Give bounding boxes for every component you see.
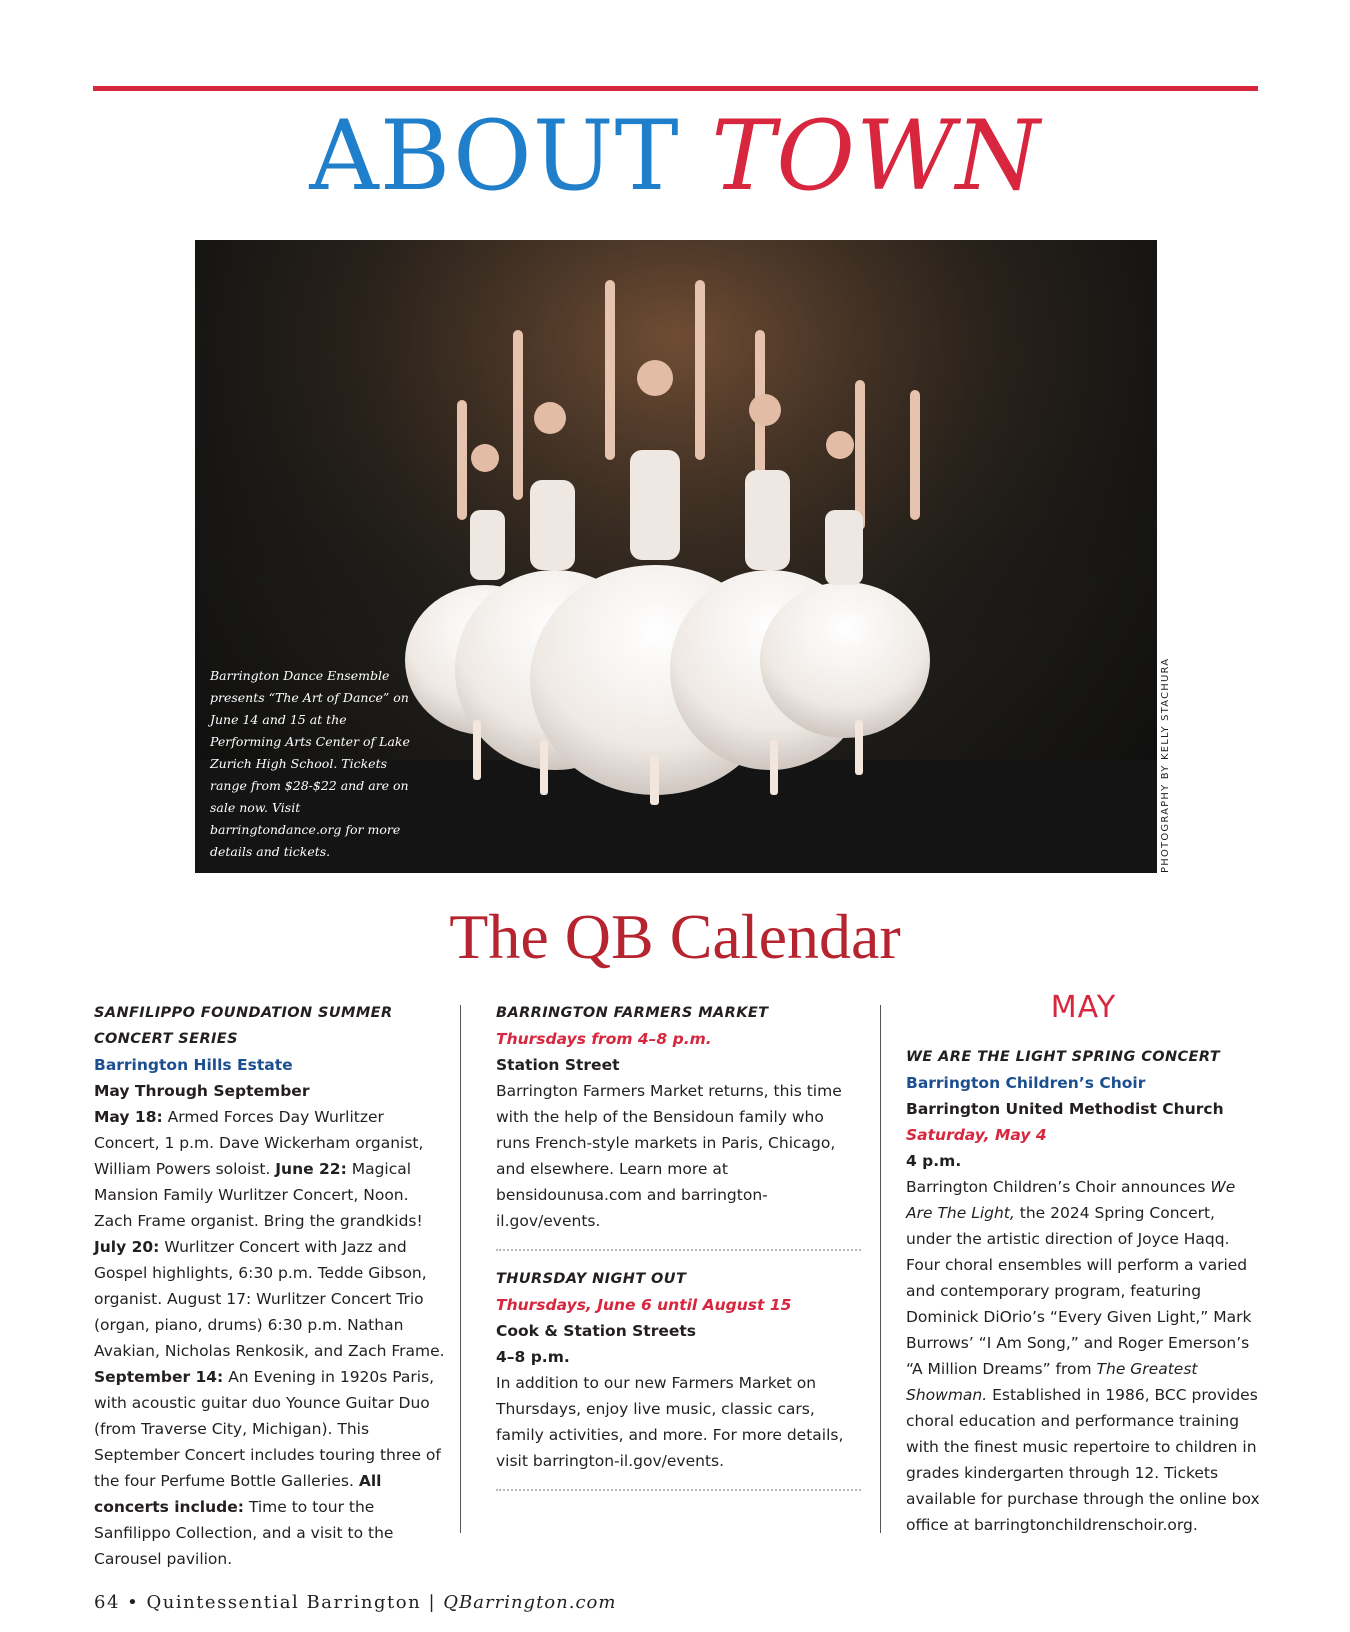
footer-bar: | bbox=[428, 1592, 437, 1613]
event-time: 4–8 p.m. bbox=[496, 1348, 570, 1366]
event-title: THURSDAY NIGHT OUT bbox=[496, 1271, 687, 1287]
body-text: Wurlitzer Concert with Jazz and Gospel highlights, 6:30 p.m. Tedde Gibson, organist. August 17: Wurlitzer Concert Trio (organ, piano, drums) 6:30 p.m. Nathan Avakian, Nicholas Renkosik, and Zach Frame. bbox=[94, 1238, 445, 1360]
column-thursday-events bbox=[496, 1000, 861, 1506]
dotted-divider bbox=[496, 1249, 861, 1251]
magazine-name: Quintessential Barrington bbox=[146, 1592, 422, 1613]
event-date: Saturday, May 4 bbox=[906, 1126, 1047, 1144]
event-when: Thursdays from 4–8 p.m. bbox=[496, 1030, 712, 1048]
masthead-about: ABOUT bbox=[309, 100, 680, 212]
body-text: Barrington Children’s Choir announces bbox=[906, 1178, 1211, 1196]
dotted-divider bbox=[496, 1489, 861, 1491]
column-may bbox=[906, 990, 1261, 1538]
body-italic: The Greatest Showman. bbox=[906, 1360, 1198, 1404]
masthead-town: TOWN bbox=[711, 100, 1041, 212]
footer-bullet: • bbox=[127, 1592, 140, 1613]
ballet-photo bbox=[195, 240, 1157, 873]
body-italic: We Are The Light, bbox=[906, 1178, 1236, 1222]
event-body bbox=[94, 1104, 449, 1572]
event-body: In addition to our new Farmers Market on Thursdays, enjoy live music, classic cars, family activities, and more. For more details, visit barrington-il.gov/events. bbox=[496, 1374, 844, 1470]
event-body: Barrington Farmers Market returns, this time with the help of the Bensidoun family who runs French-style markets in Paris, Chicago, and elsewhere. Learn more at bensidounusa.com and barrington-il.gov/events. bbox=[496, 1082, 842, 1230]
column-sanfilippo bbox=[94, 1000, 449, 1572]
body-text: Magical Mansion Family Wurlitzer Concert, Noon. Zach Frame organist. Bring the grandkids! bbox=[94, 1160, 423, 1230]
event-title: WE ARE THE LIGHT SPRING CONCERT bbox=[906, 1049, 1221, 1065]
page-number: 64 bbox=[94, 1592, 120, 1613]
month-heading: MAY bbox=[1050, 990, 1117, 1025]
section-title: The QB Calendar bbox=[449, 901, 901, 972]
body-text: the 2024 Spring Concert, under the artistic direction of Joyce Haqq. Four choral ensembles will perform a varied and contemporary program, featuring Dominick DiOrio’s “Every Given Light,” Mark Burrows’ “I Am Song,” and Roger Emerson’s “A Million Dreams” from bbox=[906, 1204, 1252, 1378]
event-venue: Barrington Children’s Choir bbox=[906, 1074, 1146, 1092]
body-text: Established in 1986, BCC provides choral education and performance training with the finest music repertoire to children in grades kindergarten through 12. Tickets available for purchase through the online box office at barringtonchildrenschoir.org. bbox=[906, 1386, 1260, 1534]
top-rule bbox=[93, 86, 1258, 91]
event-where: Station Street bbox=[496, 1056, 620, 1074]
body-text: Time to tour the Sanfilippo Collection, and a visit to the Carousel pavilion. bbox=[94, 1498, 394, 1568]
event-title: SANFILIPPO FOUNDATION SUMMER CONCERT SERIES bbox=[94, 1005, 393, 1047]
event-title: BARRINGTON FARMERS MARKET bbox=[496, 1005, 769, 1021]
event-dates: May Through September bbox=[94, 1082, 310, 1100]
date-label: September 14: bbox=[94, 1368, 224, 1386]
column-divider bbox=[880, 1005, 881, 1533]
body-text: An Evening in 1920s Paris, with acoustic guitar duo Younce Guitar Duo (from Traverse City, Michigan). This September Concert includes touring three of the four Perfume Bottle Galleries. bbox=[94, 1368, 441, 1490]
event-when: Thursdays, June 6 until August 15 bbox=[496, 1296, 792, 1314]
page-footer bbox=[94, 1592, 616, 1613]
photo-credit: PHOTOGRAPHY BY KELLY STACHURA bbox=[1160, 657, 1171, 873]
event-body bbox=[906, 1174, 1261, 1538]
event-venue: Barrington Hills Estate bbox=[94, 1056, 293, 1074]
event-place: Barrington United Methodist Church bbox=[906, 1100, 1224, 1118]
event-where: Cook & Station Streets bbox=[496, 1322, 697, 1340]
event-time: 4 p.m. bbox=[906, 1152, 962, 1170]
column-divider bbox=[460, 1005, 461, 1533]
photo-caption: Barrington Dance Ensemble presents “The Art of Dance” on June 14 and 15 at the Performing Arts Center of Lake Zurich High School. Tickets range from $28-$22 and are on sale now. Visit barringtondance.org for more details and tickets. bbox=[210, 668, 410, 859]
date-label: June 22: bbox=[275, 1160, 347, 1178]
date-label: May 18: bbox=[94, 1108, 163, 1126]
masthead bbox=[0, 100, 1350, 212]
body-text: Armed Forces Day Wurlitzer Concert, 1 p.m. Dave Wickerham organist, William Powers soloist. bbox=[94, 1108, 424, 1178]
website: QBarrington.com bbox=[443, 1592, 617, 1613]
date-label: July 20: bbox=[94, 1238, 160, 1256]
date-label: All concerts include: bbox=[94, 1472, 382, 1516]
